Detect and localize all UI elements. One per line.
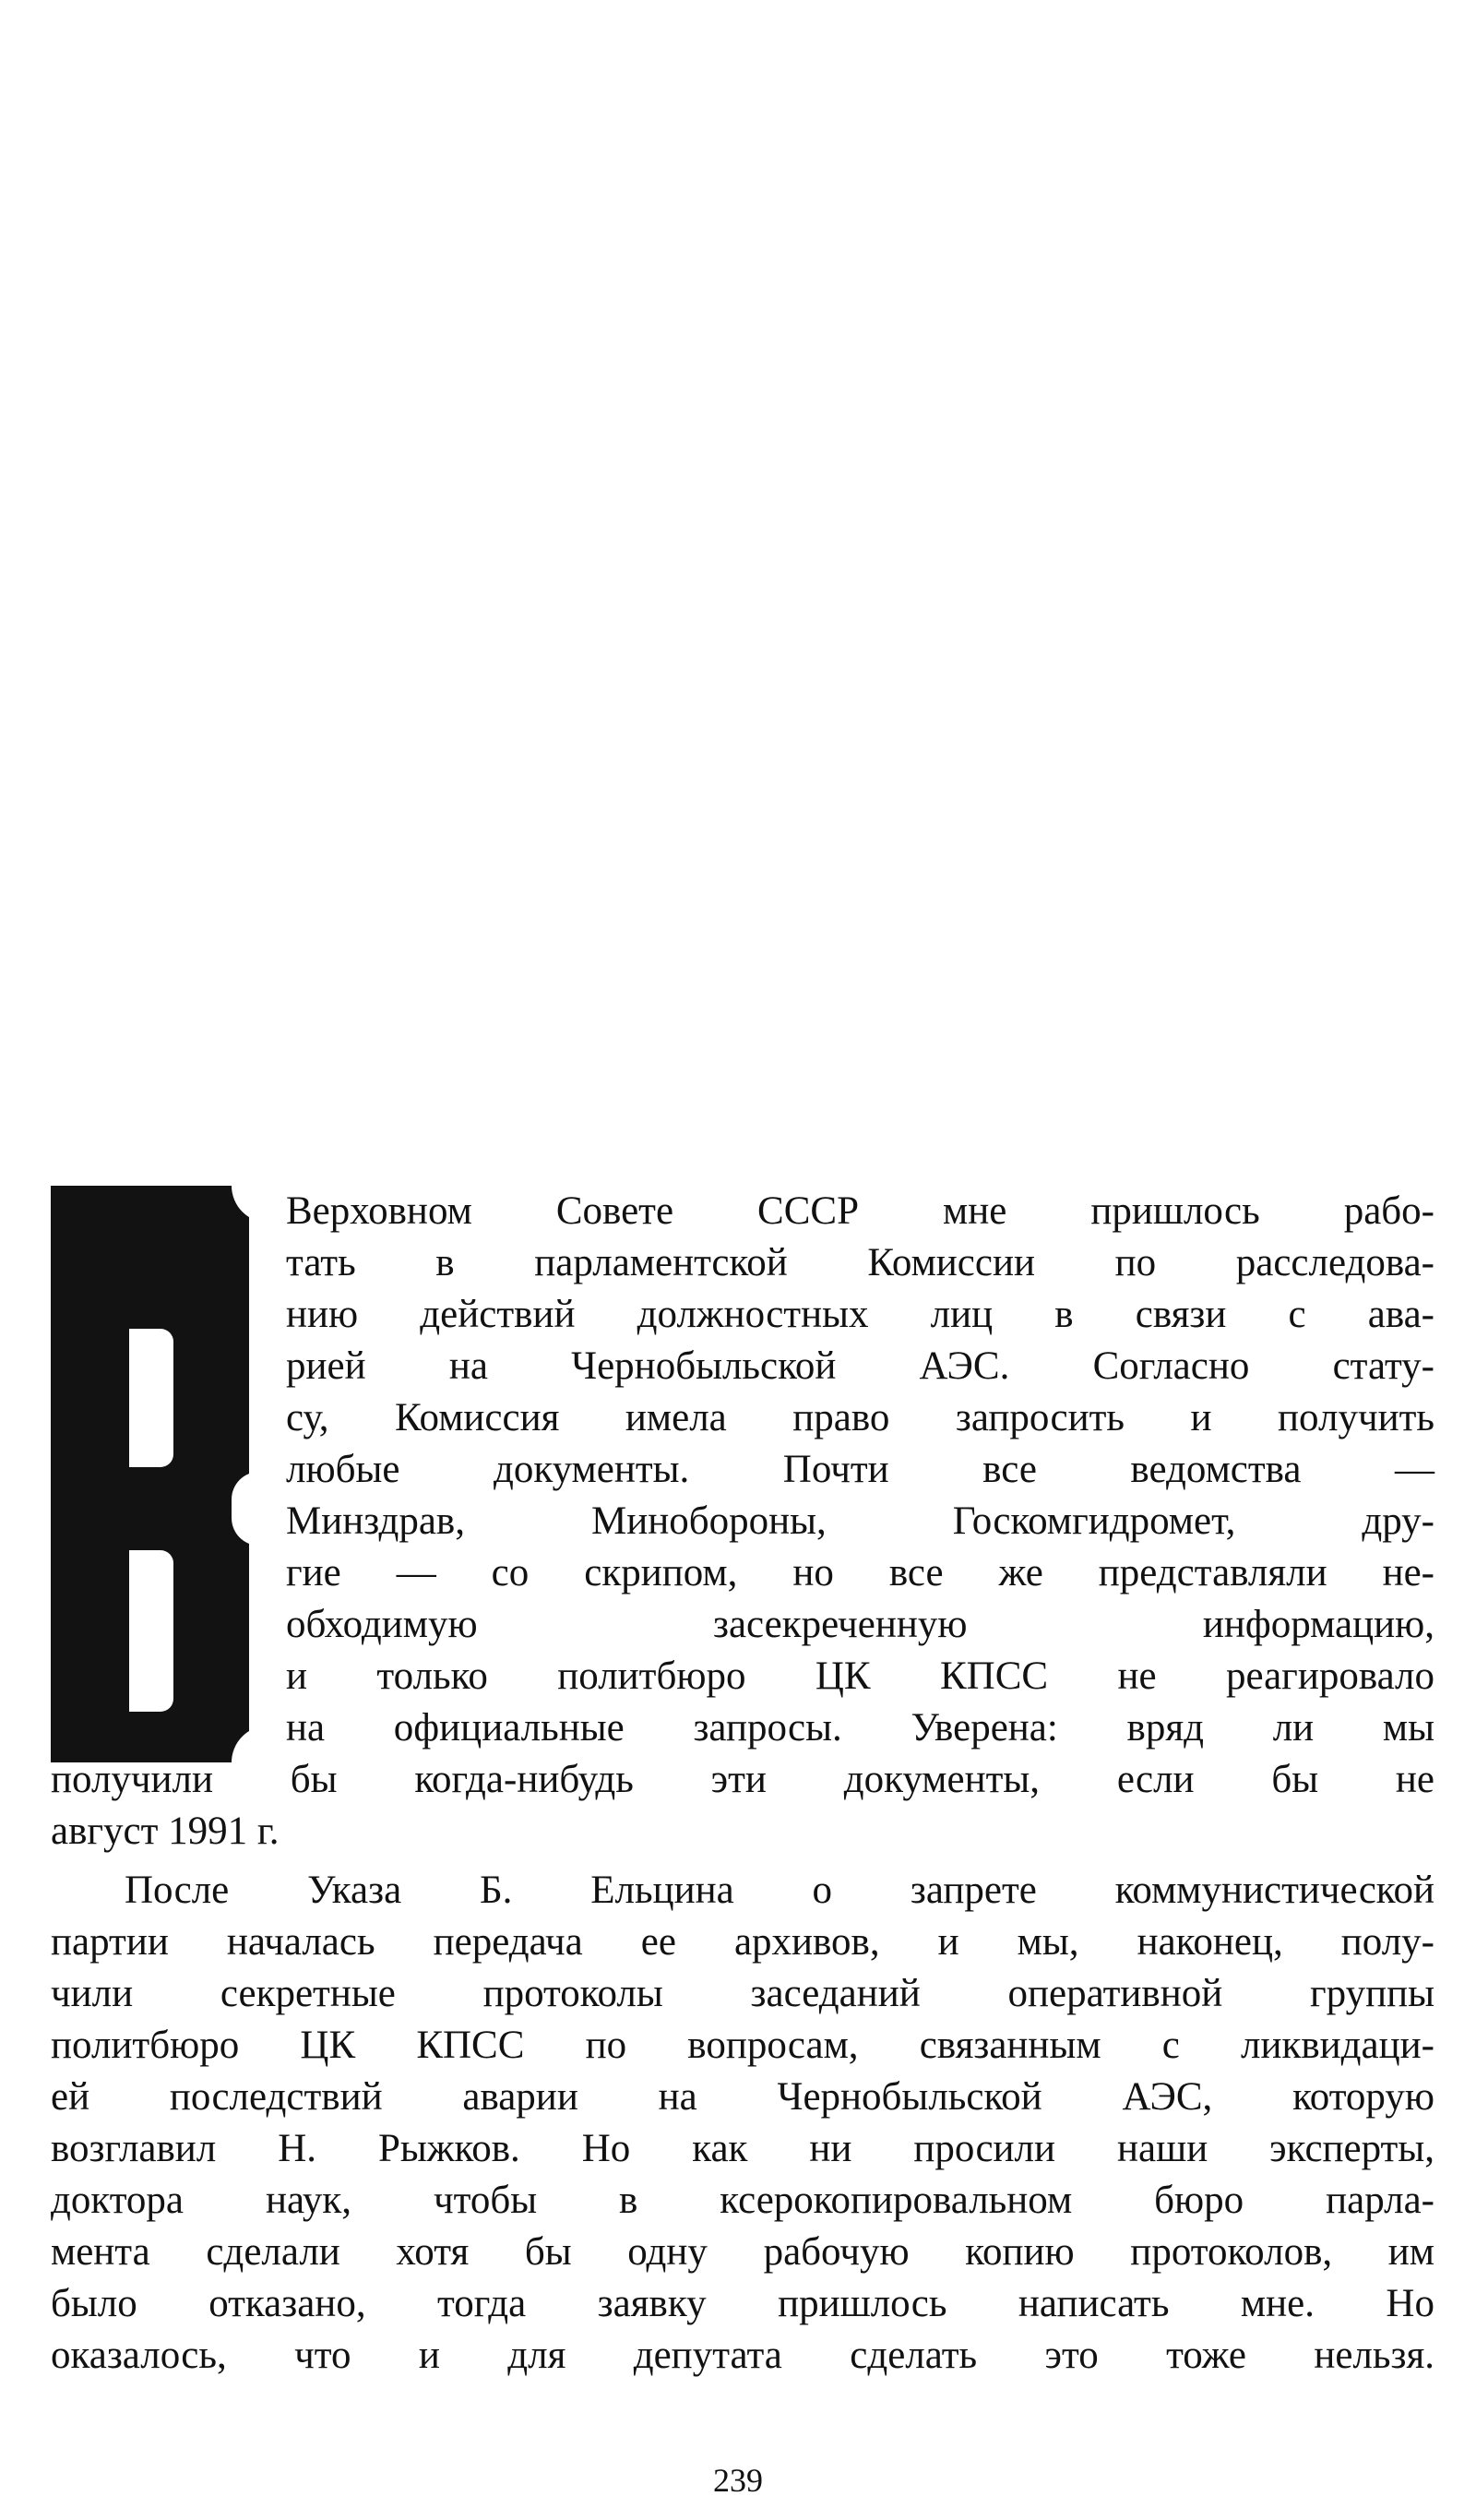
drop-cap-notch-top — [232, 1186, 268, 1223]
paragraph-2-line: После Указа Б. Ельцина о запрете коммунистической — [125, 1869, 1434, 1912]
paragraph-1-line: обходимую засекреченную информацию, — [286, 1603, 1434, 1646]
paragraph-2-line: политбюро ЦК КПСС по вопросам, связанным с ликвидаци- — [51, 2024, 1434, 2067]
drop-cap-letter — [51, 1186, 249, 1762]
drop-cap-notch-middle — [232, 1472, 259, 1546]
paragraph-1-line: любые документы. Почти все ведомства — — [286, 1448, 1434, 1491]
paragraph-1-line: гие — со скрипом, но все же представляли не- — [286, 1551, 1434, 1594]
paragraph-1-line: Минздрав, Минобороны, Госкомгидромет, дру- — [286, 1499, 1434, 1543]
paragraph-2-line: возглавил Н. Рыжков. Но как ни просили наши эксперты, — [51, 2127, 1434, 2170]
paragraph-2-line: было отказано, тогда заявку пришлось написать мне. Но — [51, 2282, 1434, 2325]
paragraph-1-line: на официальные запросы. Уверена: вряд ли мы — [286, 1706, 1434, 1750]
paragraph-1-line: и только политбюро ЦК КПСС не реагировало — [286, 1654, 1434, 1698]
paragraph-1-line: получили бы когда-нибудь эти документы, если бы не — [51, 1758, 1434, 1801]
paragraph-2-line: доктора наук, чтобы в ксерокопировальном бюро парла- — [51, 2179, 1434, 2222]
paragraph-1-line: нию действий должностных лиц в связи с ава- — [286, 1293, 1434, 1336]
paragraph-2-line: оказалось, что и для депутата сделать это тоже нельзя. — [51, 2334, 1434, 2377]
paragraph-2-line: мента сделали хотя бы одну рабочую копию протоколов, им — [51, 2230, 1434, 2274]
paragraph-2-line: ей последствий аварии на Чернобыльской АЭС, которую — [51, 2075, 1434, 2119]
drop-cap-counter-lower — [129, 1550, 173, 1712]
drop-cap-counter-upper — [129, 1329, 173, 1467]
paragraph-1-line: тать в парламентской Комиссии по расследова- — [286, 1241, 1434, 1284]
paragraph-1-line: рией на Чернобыльской АЭС. Согласно стату- — [286, 1344, 1434, 1388]
page-number: 239 — [713, 2462, 763, 2499]
paragraph-1-line: су, Комиссия имела право запросить и получить — [286, 1396, 1434, 1439]
paragraph-2-line: партии началась передача ее архивов, и мы, наконец, полу- — [51, 1920, 1434, 1964]
paragraph-2-line: чили секретные протоколы заседаний оперативной группы — [51, 1972, 1434, 2015]
paragraph-1-line: август 1991 г. — [51, 1809, 280, 1853]
paragraph-1-line: Верховном Совете СССР мне пришлось рабо- — [286, 1189, 1434, 1233]
